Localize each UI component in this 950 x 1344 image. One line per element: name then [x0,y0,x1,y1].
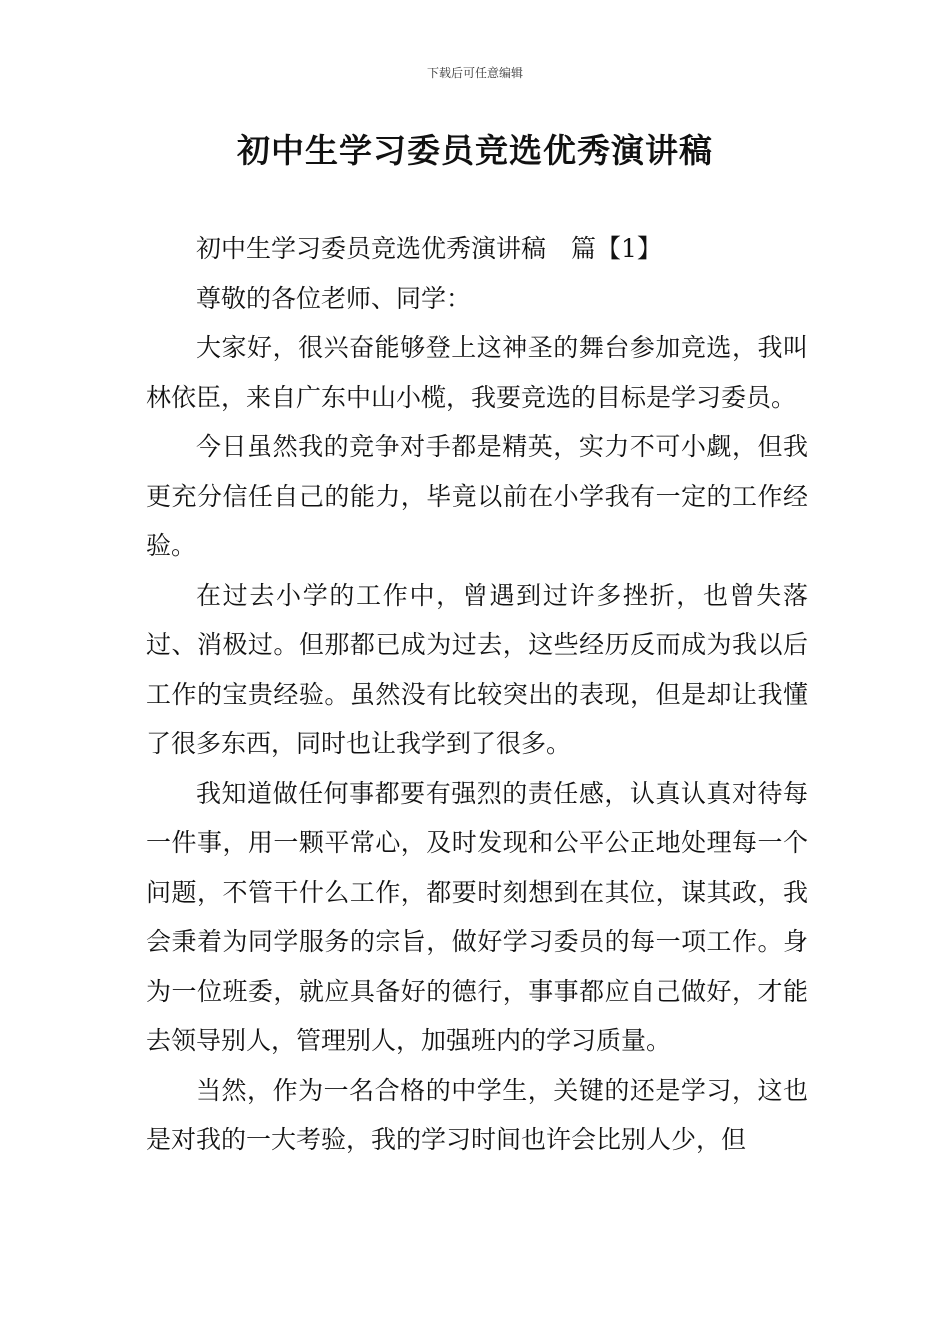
paragraph: 当然，作为一名合格的中学生，关键的还是学习，这也是对我的一大考验，我的学习时间也许会比别人少，但 [146,1075,808,1154]
salutation: 尊敬的各位老师、同学： [196,283,472,313]
paragraph: 我知道做任何事都要有强烈的责任感，认真认真对待每一件事，用一颗平常心，及时发现和公平公正地处理每一个问题，不管干什么工作，都要时刻想到在其位，谋其政，我会秉着为同学服务的宗旨，做好学习委员的每一项工作。身为一位班委，就应具备好的德行，事事都应自己做好，才能去领导别人，管理别人，加强班内的学习质量。 [146,778,808,1055]
paragraph: 大家好，很兴奋能够登上这神圣的舞台参加竞选，我叫林依臣，来自广东中山小榄，我要竞选的目标是学习委员。 [146,333,808,412]
document-title: 初中生学习委员竞选优秀演讲稿 [237,131,713,170]
section-heading: 初中生学习委员竞选优秀演讲稿 篇【1】 [196,234,662,263]
header-note: 下载后可任意编辑 [426,66,523,80]
document-body [146,224,808,1165]
paragraph: 在过去小学的工作中，曾遇到过许多挫折，也曾失落过、消极过。但那都已成为过去，这些经历反而成为我以后工作的宝贵经验。虽然没有比较突出的表现，但是却让我懂了很多东西，同时也让我学到了很多。 [146,580,808,758]
paragraph: 今日虽然我的竞争对手都是精英，实力不可小觑，但我更充分信任自己的能力，毕竟以前在小学我有一定的工作经验。 [146,432,808,560]
